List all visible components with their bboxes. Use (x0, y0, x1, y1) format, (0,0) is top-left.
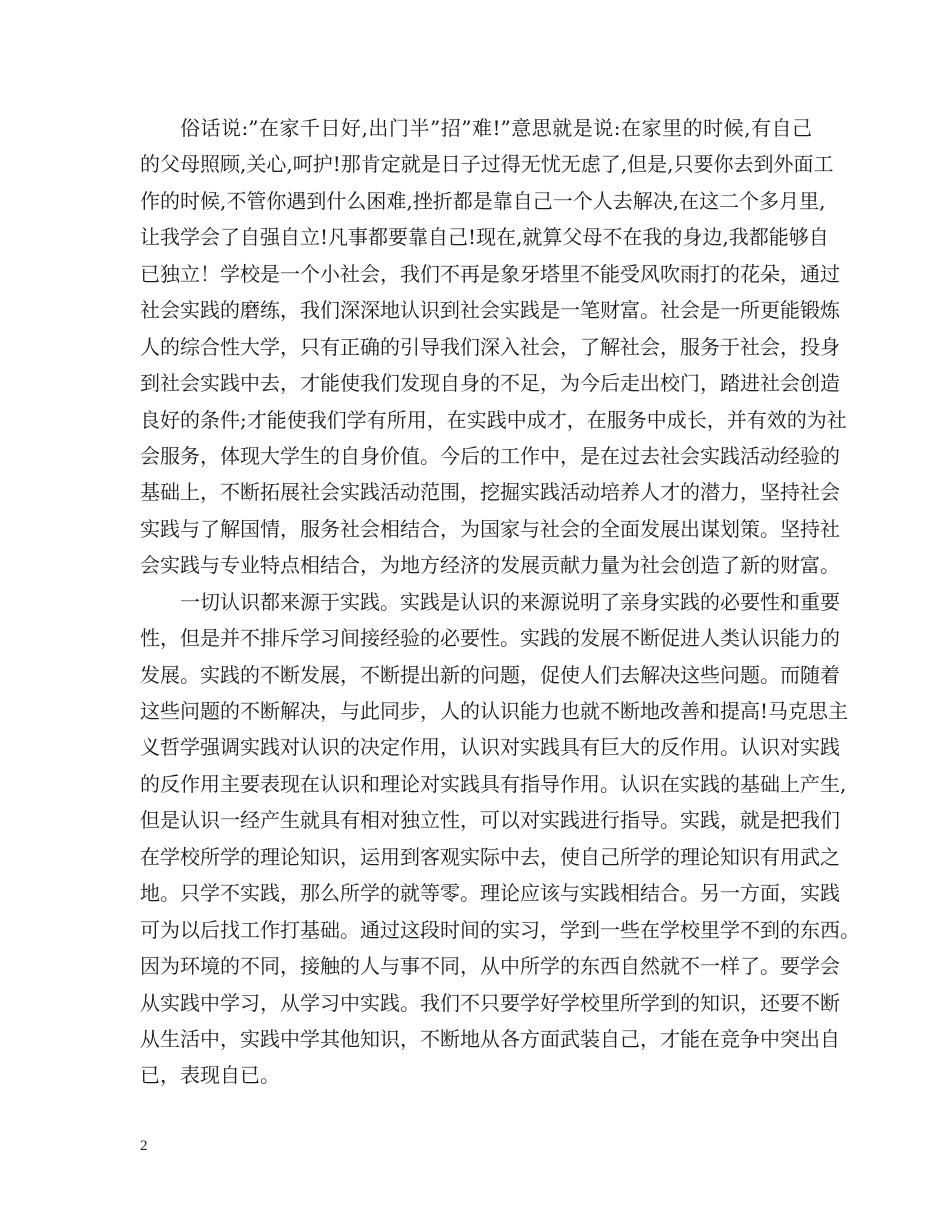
text-line: 一切认识都来源于实践。实践是认识的来源说明了亲身实践的必要性和重要 (180, 589, 840, 614)
text-line: 从实践中学习，从学习中实践。我们不只要学好学校里所学到的知识，还要不断 (140, 990, 840, 1015)
text-line: 但是认识一经产生就具有相对独立性，可以对实践进行指导。实践，就是把我们 (140, 808, 840, 833)
text-line: 让我学会了自强自立!凡事都要靠自己!现在,就算父母不在我的身边,我都能够自 (140, 225, 829, 250)
text-line: 俗话说:”在家千日好,出门半”招”难!”意思就是说:在家里的时候,有自己 (180, 116, 812, 140)
page-number: 2 (140, 1138, 148, 1154)
text-line: 的反作用主要表现在认识和理论对实践具有指导作用。认识在实践的基础上产生, (140, 771, 847, 796)
text-line: 从生活中，实践中学其他知识，不断地从各方面武装自己，才能在竞争中突出自 (140, 1026, 840, 1051)
text-line: 人的综合性大学，只有正确的引导我们深入社会，了解社会，服务于社会，投身 (140, 334, 840, 359)
text-line: 已，表现自已。 (140, 1063, 280, 1088)
text-line: 基础上，不断拓展社会实践活动范围，挖掘实践活动培养人才的潜力，坚持社会 (140, 480, 840, 505)
paragraph-2 (140, 584, 860, 1094)
body-text (140, 110, 860, 1094)
text-line: 实践与了解国情，服务社会相结合，为国家与社会的全面发展出谋划策。坚持社 (140, 516, 840, 541)
text-line: 义哲学强调实践对认识的决定作用，认识对实践具有巨大的反作用。认识对实践 (140, 735, 840, 760)
text-line: 在学校所学的理论知识，运用到客观实际中去，使自己所学的理论知识有用武之 (140, 844, 840, 869)
text-line: 社会实践的磨练，我们深深地认识到社会实践是一笔财富。社会是一所更能锻炼 (140, 298, 840, 323)
text-line: 性，但是并不排斥学习间接经验的必要性。实践的发展不断促进人类认识能力的 (140, 626, 840, 651)
text-line: 作的时候,不管你遇到什么困难,挫折都是靠自己一个人去解决,在这二个多月里, (140, 188, 826, 213)
text-line: 这些问题的不断解决，与此同步，人的认识能力也就不断地改善和提高!马克思主 (140, 699, 849, 723)
text-line: 可为以后找工作打基础。通过这段时间的实习，学到一些在学校里学不到的东西。 (140, 917, 860, 942)
text-line: 到社会实践中去，才能使我们发现自身的不足，为今后走出校门，踏进社会创造 (140, 371, 840, 396)
text-line: 的父母照顾,关心,呵护!那肯定就是日子过得无忧无虑了,但是,只要你去到外面工 (140, 152, 834, 177)
text-line: 会服务，体现大学生的自身价值。今后的工作中，是在过去社会实践活动经验的 (140, 443, 840, 468)
paragraph-1 (140, 110, 847, 584)
text-line: 地。只学不实践，那么所学的就等零。理论应该与实践相结合。另一方面，实践 (140, 881, 840, 906)
text-line: 良好的条件;才能使我们学有所用，在实践中成才，在服务中成长，并有效的为社 (140, 407, 847, 432)
text-line: 发展。实践的不断发展，不断提出新的问题，促使人们去解决这些问题。而随着 (140, 662, 840, 687)
text-line: 会实践与专业特点相结合，为地方经济的发展贡献力量为社会创造了新的财富。 (140, 553, 840, 578)
text-line: 已独立！学校是一个小社会，我们不再是象牙塔里不能受风吹雨打的花朵，通过 (140, 261, 840, 286)
text-line: 因为环境的不同，接触的人与事不同，从中所学的东西自然就不一样了。要学会 (140, 954, 840, 979)
